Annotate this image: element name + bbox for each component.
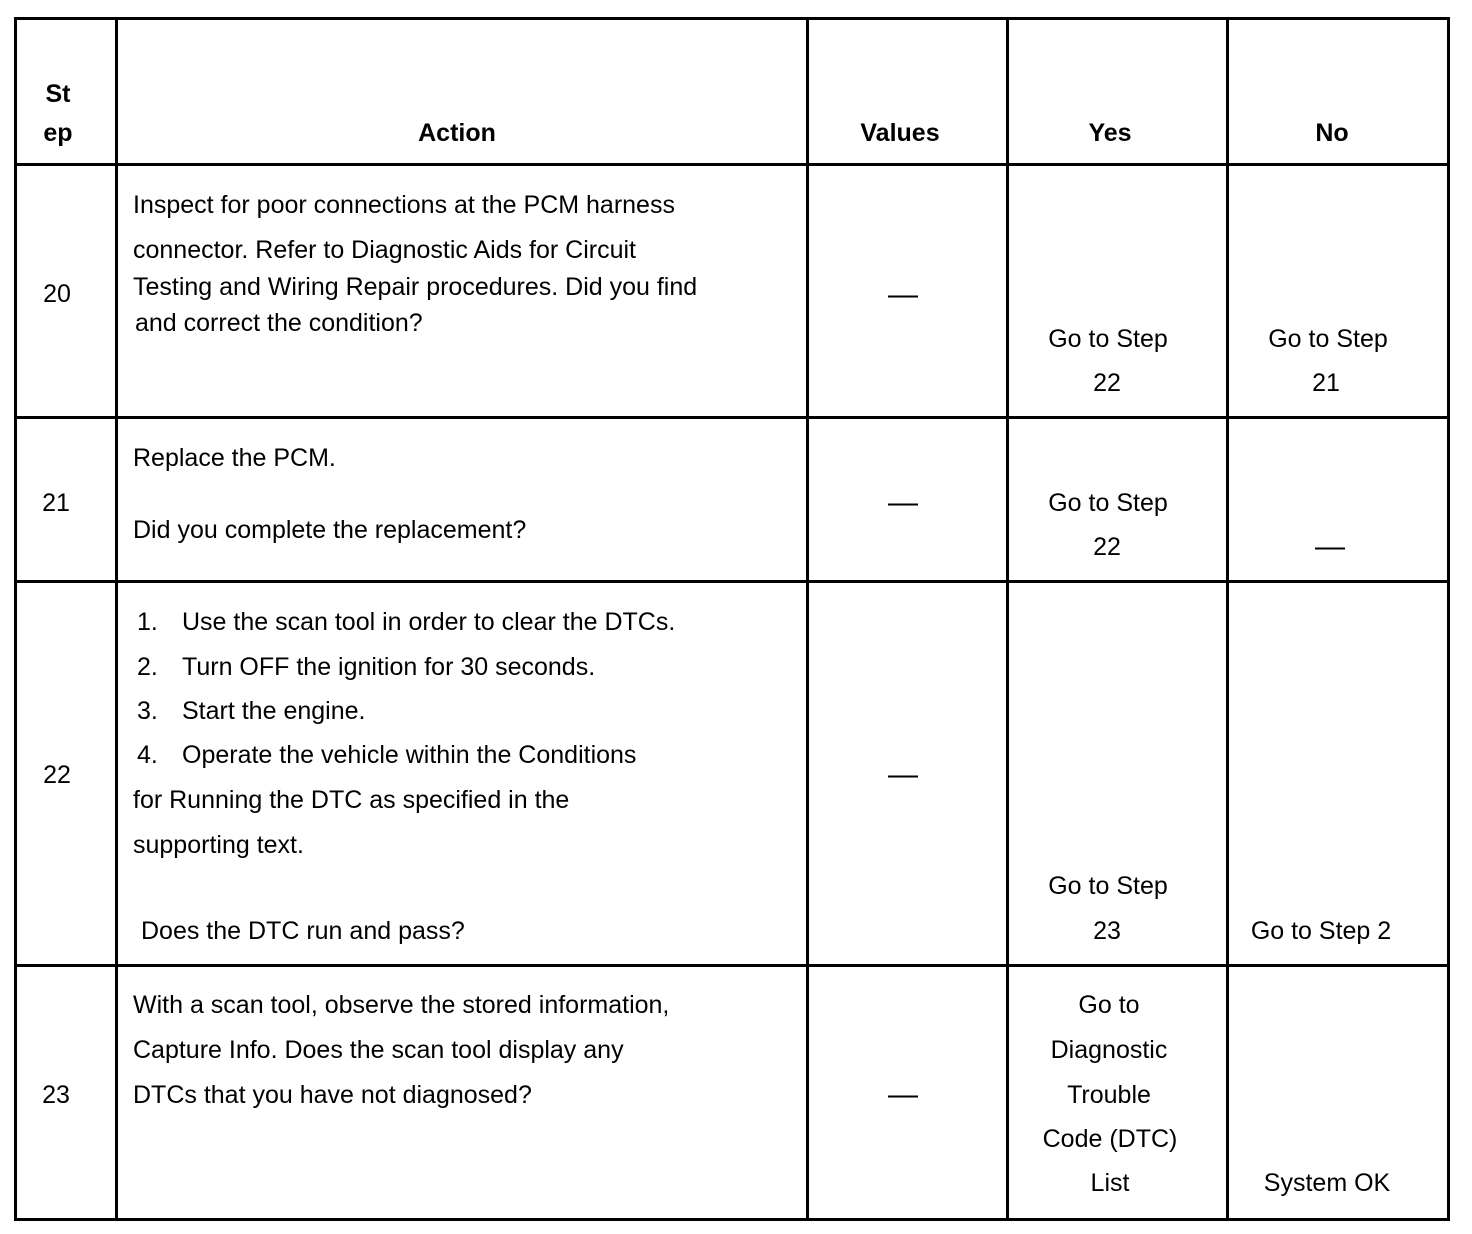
row-divider	[14, 416, 1450, 419]
step-number: 23	[42, 1081, 70, 1109]
column-divider	[1006, 17, 1009, 1221]
no-link[interactable]: 21	[1312, 369, 1340, 397]
header-action: Action	[418, 119, 496, 147]
action-text: and correct the condition?	[135, 309, 423, 337]
no-dash: —	[1315, 530, 1345, 563]
column-divider	[1226, 17, 1229, 1221]
list-number: 2.	[137, 653, 158, 681]
list-item: Start the engine.	[182, 697, 366, 725]
no-link[interactable]: Go to Step 2	[1250, 917, 1392, 945]
action-text: for Running the DTC as specified in the	[133, 786, 570, 814]
row-divider	[14, 580, 1450, 583]
list-item: Turn OFF the ignition for 30 seconds.	[182, 653, 596, 681]
header-step: ep	[43, 119, 73, 147]
action-text: DTCs that you have not diagnosed?	[133, 1081, 532, 1109]
action-text: Capture Info. Does the scan tool display any	[133, 1036, 624, 1064]
list-number: 3.	[137, 697, 158, 725]
list-item: Operate the vehicle within the Conditions	[182, 741, 637, 769]
list-number: 1.	[137, 608, 158, 636]
row-divider	[14, 964, 1450, 967]
yes-link[interactable]: Go to	[1078, 991, 1140, 1019]
yes-link[interactable]: Go to Step	[1048, 872, 1168, 900]
action-text: With a scan tool, observe the stored information,	[133, 991, 670, 1019]
values-dash: —	[888, 278, 918, 311]
yes-link[interactable]: Go to Step	[1048, 489, 1168, 517]
values-dash: —	[888, 486, 918, 519]
yes-link[interactable]: Diagnostic	[1050, 1036, 1168, 1064]
column-divider	[806, 17, 809, 1221]
header-values: Values	[860, 119, 940, 147]
step-number: 22	[43, 761, 71, 789]
yes-link[interactable]: 22	[1093, 533, 1121, 561]
yes-link[interactable]: 23	[1093, 917, 1121, 945]
no-result: System OK	[1263, 1169, 1391, 1197]
values-dash: —	[888, 758, 918, 791]
action-text: connector. Refer to Diagnostic Aids for Circuit	[133, 236, 637, 264]
action-text: Testing and Wiring Repair procedures. Did you find	[133, 273, 698, 301]
list-number: 4.	[137, 741, 158, 769]
action-text: Replace the PCM.	[133, 444, 336, 472]
yes-link[interactable]: List	[1090, 1169, 1130, 1197]
step-number: 20	[43, 280, 71, 308]
yes-link[interactable]: Go to Step	[1048, 325, 1168, 353]
values-dash: —	[888, 1078, 918, 1111]
no-link[interactable]: Go to Step	[1268, 325, 1388, 353]
header-row-divider	[14, 163, 1450, 166]
action-text: Did you complete the replacement?	[133, 516, 527, 544]
yes-link[interactable]: Code (DTC)	[1042, 1125, 1178, 1153]
action-text: supporting text.	[133, 831, 304, 859]
header-yes: Yes	[1088, 119, 1132, 147]
header-step: St	[45, 80, 71, 108]
step-number: 21	[42, 489, 70, 517]
action-question: Does the DTC run and pass?	[141, 917, 465, 945]
action-text: Inspect for poor connections at the PCM harness	[133, 191, 675, 219]
header-no: No	[1315, 119, 1349, 147]
list-item: Use the scan tool in order to clear the DTCs.	[182, 608, 676, 636]
yes-link[interactable]: Trouble	[1067, 1081, 1151, 1109]
yes-link[interactable]: 22	[1093, 369, 1121, 397]
column-divider	[115, 17, 118, 1221]
